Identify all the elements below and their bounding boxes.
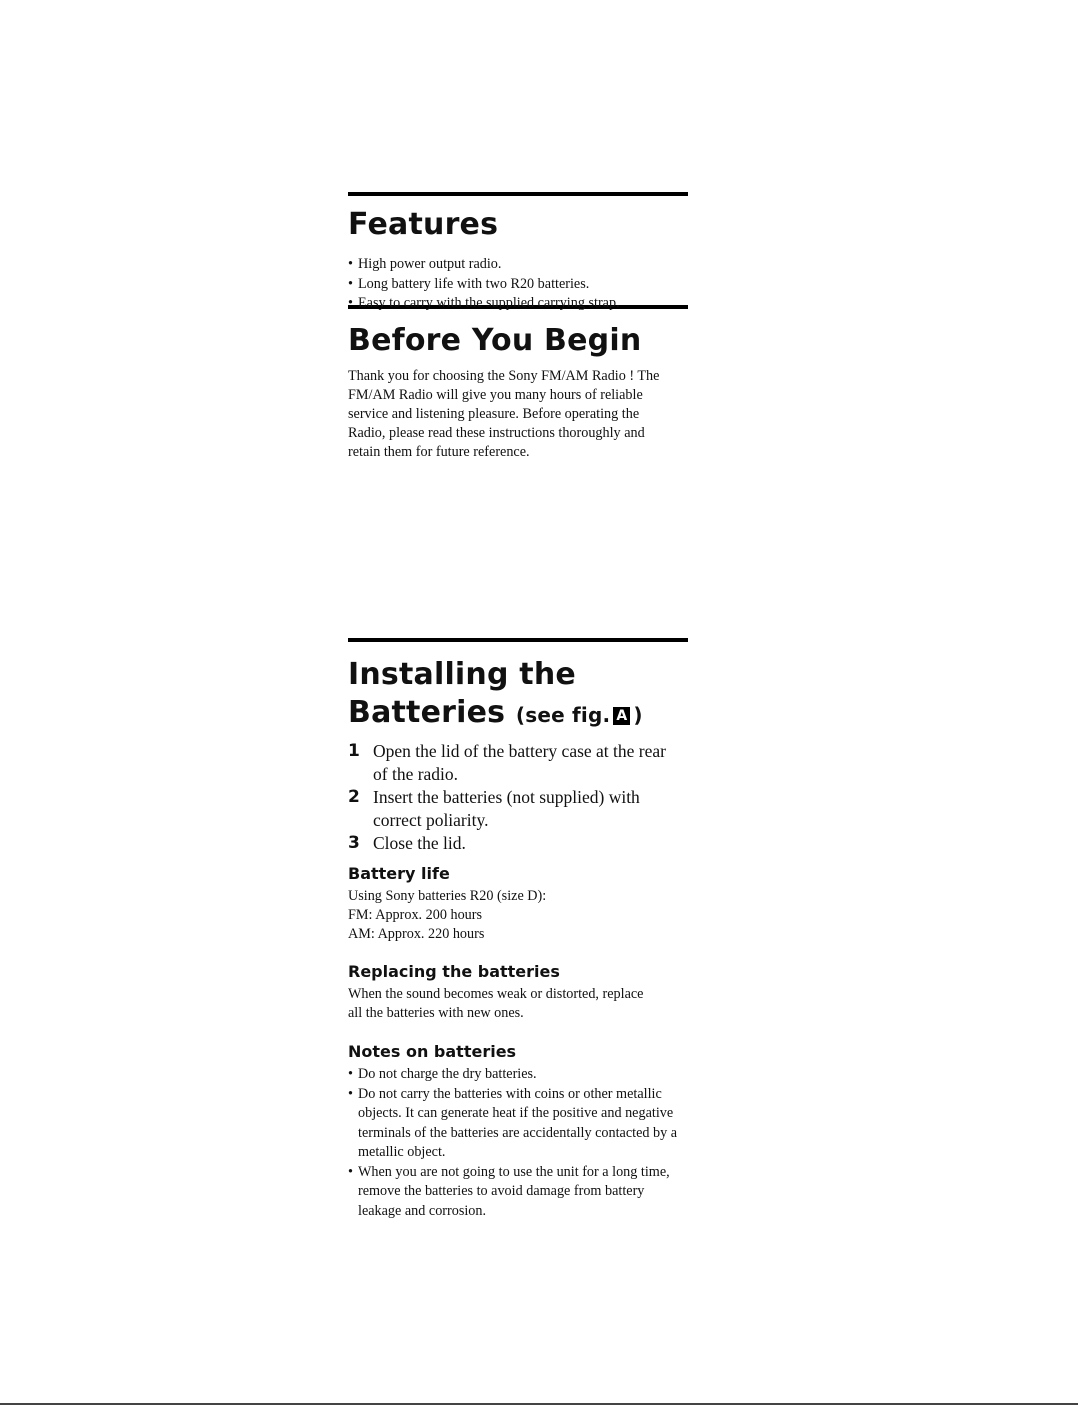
battery-life-heading: Battery life (348, 864, 450, 883)
section-title-installing (348, 656, 690, 734)
list-item: • High power output radio. (348, 255, 690, 275)
before-section (348, 305, 690, 462)
battery-life-line: AM: Approx. 220 hours (348, 926, 485, 942)
page-bottom-edge (0, 1403, 1078, 1405)
step-item: 2 Insert the batteries (not supplied) with correct poliarity. (348, 787, 640, 830)
title-line-1: Installing the (348, 657, 576, 692)
replacing-heading: Replacing the batteries (348, 962, 560, 981)
list-item: • Do not carry the batteries with coins or other metallic objects. It can generate heat if the positive and negative terminals of the batteries are accidentally contacted by a metallic object. (348, 1085, 680, 1163)
notes-list (348, 1065, 680, 1221)
battery-life-line: FM: Approx. 200 hours (348, 907, 483, 923)
features-main-section (348, 193, 690, 314)
list-item: • Easy to carry with the supplied carrying strap. (348, 294, 690, 314)
replacing-paragraph: When the sound becomes weak or distorted, replace all the batteries with new ones. (348, 986, 644, 1021)
list-item: • Do not charge the dry batteries. (348, 1065, 680, 1085)
step-item: 1 Open the lid of the battery case at the rear of the radio. (348, 741, 666, 784)
list-item: • Long battery life with two R20 batteries. (348, 275, 690, 295)
title-line-2: Batteries (348, 695, 506, 730)
notes-section (348, 1042, 690, 1221)
replacing-section (348, 962, 690, 1023)
figure-a-icon: A (613, 707, 630, 725)
install-steps (348, 740, 683, 855)
section-rule (348, 638, 688, 642)
section-title-before-you-begin: Before You Begin (348, 323, 642, 358)
see-figure-note: (see fig. A ) (515, 703, 643, 727)
battery-life-line: Using Sony batteries R20 (size D): (348, 888, 547, 904)
list-item: • When you are not going to use the unit for a long time, remove the batteries to avoid damage from battery leakage and corrosion. (348, 1163, 680, 1222)
battery-life-section (348, 864, 690, 944)
step-item: 3 Close the lid. (348, 833, 466, 853)
installing-section (348, 638, 690, 855)
intro-paragraph: Thank you for choosing the Sony FM/AM Radio ! The FM/AM Radio will give you many hours of reliable service and listening pleasure. Before operating the Radio, please read these instructions thoroughly and retain them for future reference. (348, 368, 660, 460)
features-list (348, 255, 690, 314)
section-title-features: Features (348, 207, 499, 242)
notes-heading: Notes on batteries (348, 1042, 517, 1061)
